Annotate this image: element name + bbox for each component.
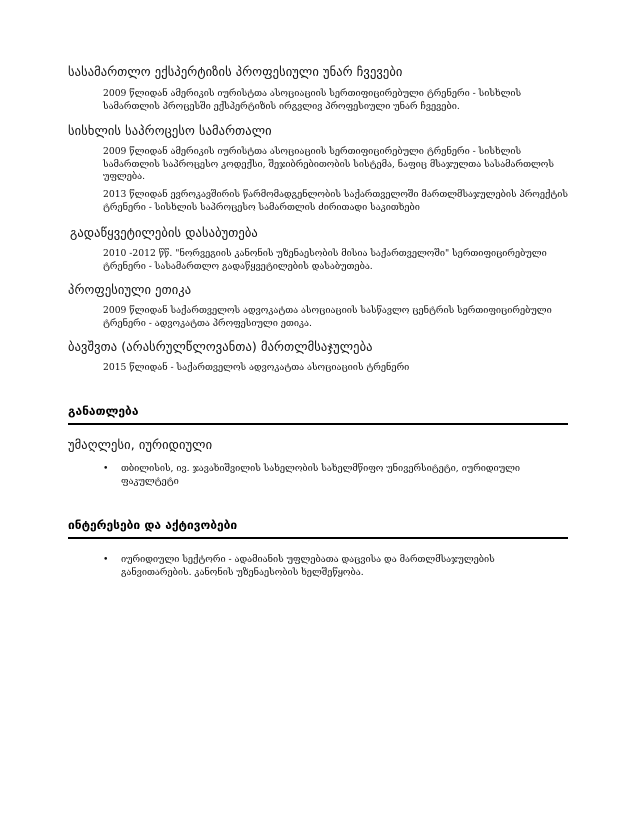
education-divider bbox=[68, 423, 568, 425]
experience-paragraph: 2009 წლიდან ამერიკის იურისტთა ასოციაციის სერთიფიცირებული ტრენერი - სისხლის სამართლის საპროცესო კოდექსი, შეჯიბრებითობის სისტემა, ნაფიც მსაჯულთა სასამართლოს უფლება. bbox=[103, 146, 554, 182]
education-degree: უმაღლესი, იურიდიული bbox=[68, 437, 213, 452]
education-list-item bbox=[103, 463, 568, 488]
experience-paragraph: 2009 წლიდან საქართველოს ადვოკატთა ასოციაციის სასწავლო ცენტრის სერთიფიცირებული ტრენერი - ადვოკატთა პროფესიული ეთიკა. bbox=[103, 305, 552, 329]
bullet-icon: • bbox=[103, 554, 109, 565]
experience-title-juvenile-justice: ბავშვთა (არასრულწლოვანთა) მართლმსაჯულება bbox=[68, 339, 373, 354]
interests-divider bbox=[68, 537, 568, 539]
interests-bullet-text: იურიდიული სექტორი - ადამიანის უფლებათა დაცვისა და მართლმსაჯულების განვითარების. კანონის უზენაესობის ხელშეწყობა. bbox=[121, 554, 495, 578]
experience-paragraph: 2010 -2012 წწ. "ნორვეგიის კანონის უზენაესობის მისია საქართველოში" სერთიფიცირებული ტრენერი - სასამართლო გადაწყვეტილების დასაბუთება. bbox=[103, 248, 547, 272]
education-heading: განათლება bbox=[68, 404, 139, 418]
experience-title-decision-reasoning: გადაწყვეტილების დასაბუთება bbox=[70, 225, 258, 240]
experience-paragraph: 2015 წლიდან - საქართველოს ადვოკატთა ასოციაციის ტრენერი bbox=[103, 362, 410, 373]
education-bullet-text: თბილისის, ივ. ჯავახიშვილის სახელობის სახელმწიფო უნივერსიტეტი, იურიდიული ფაკულტეტი bbox=[121, 463, 521, 487]
experience-title-criminal-procedure: სისხლის საპროცესო სამართალი bbox=[68, 123, 272, 138]
interests-heading: ინტერესები და აქტივობები bbox=[68, 518, 238, 532]
experience-title-courtroom-expertise: სასამართლო ექსპერტიზის პროფესიული უნარ ჩვევები bbox=[68, 64, 403, 79]
experience-paragraph: 2013 წლიდან ევროკავშირის წარმომადგენლობის საქართველოში მართლმსაჯულების პროექტის ტრენერი - სისხლის საპროცესო სამართლის ძირითადი საკითხები bbox=[103, 189, 569, 213]
experience-paragraph: 2009 წლიდან ამერიკის იურისტთა ასოციაციის სერთიფიცირებული ტრენერი - სისხლის სამართლის პროცესში ექსპერტიზის ირგვლივ პროფესიული უნარ ჩვევები. bbox=[103, 88, 522, 112]
bullet-icon: • bbox=[103, 463, 109, 474]
interests-list-item bbox=[103, 554, 568, 579]
experience-title-professional-ethics: პროფესიული ეთიკა bbox=[68, 282, 192, 297]
